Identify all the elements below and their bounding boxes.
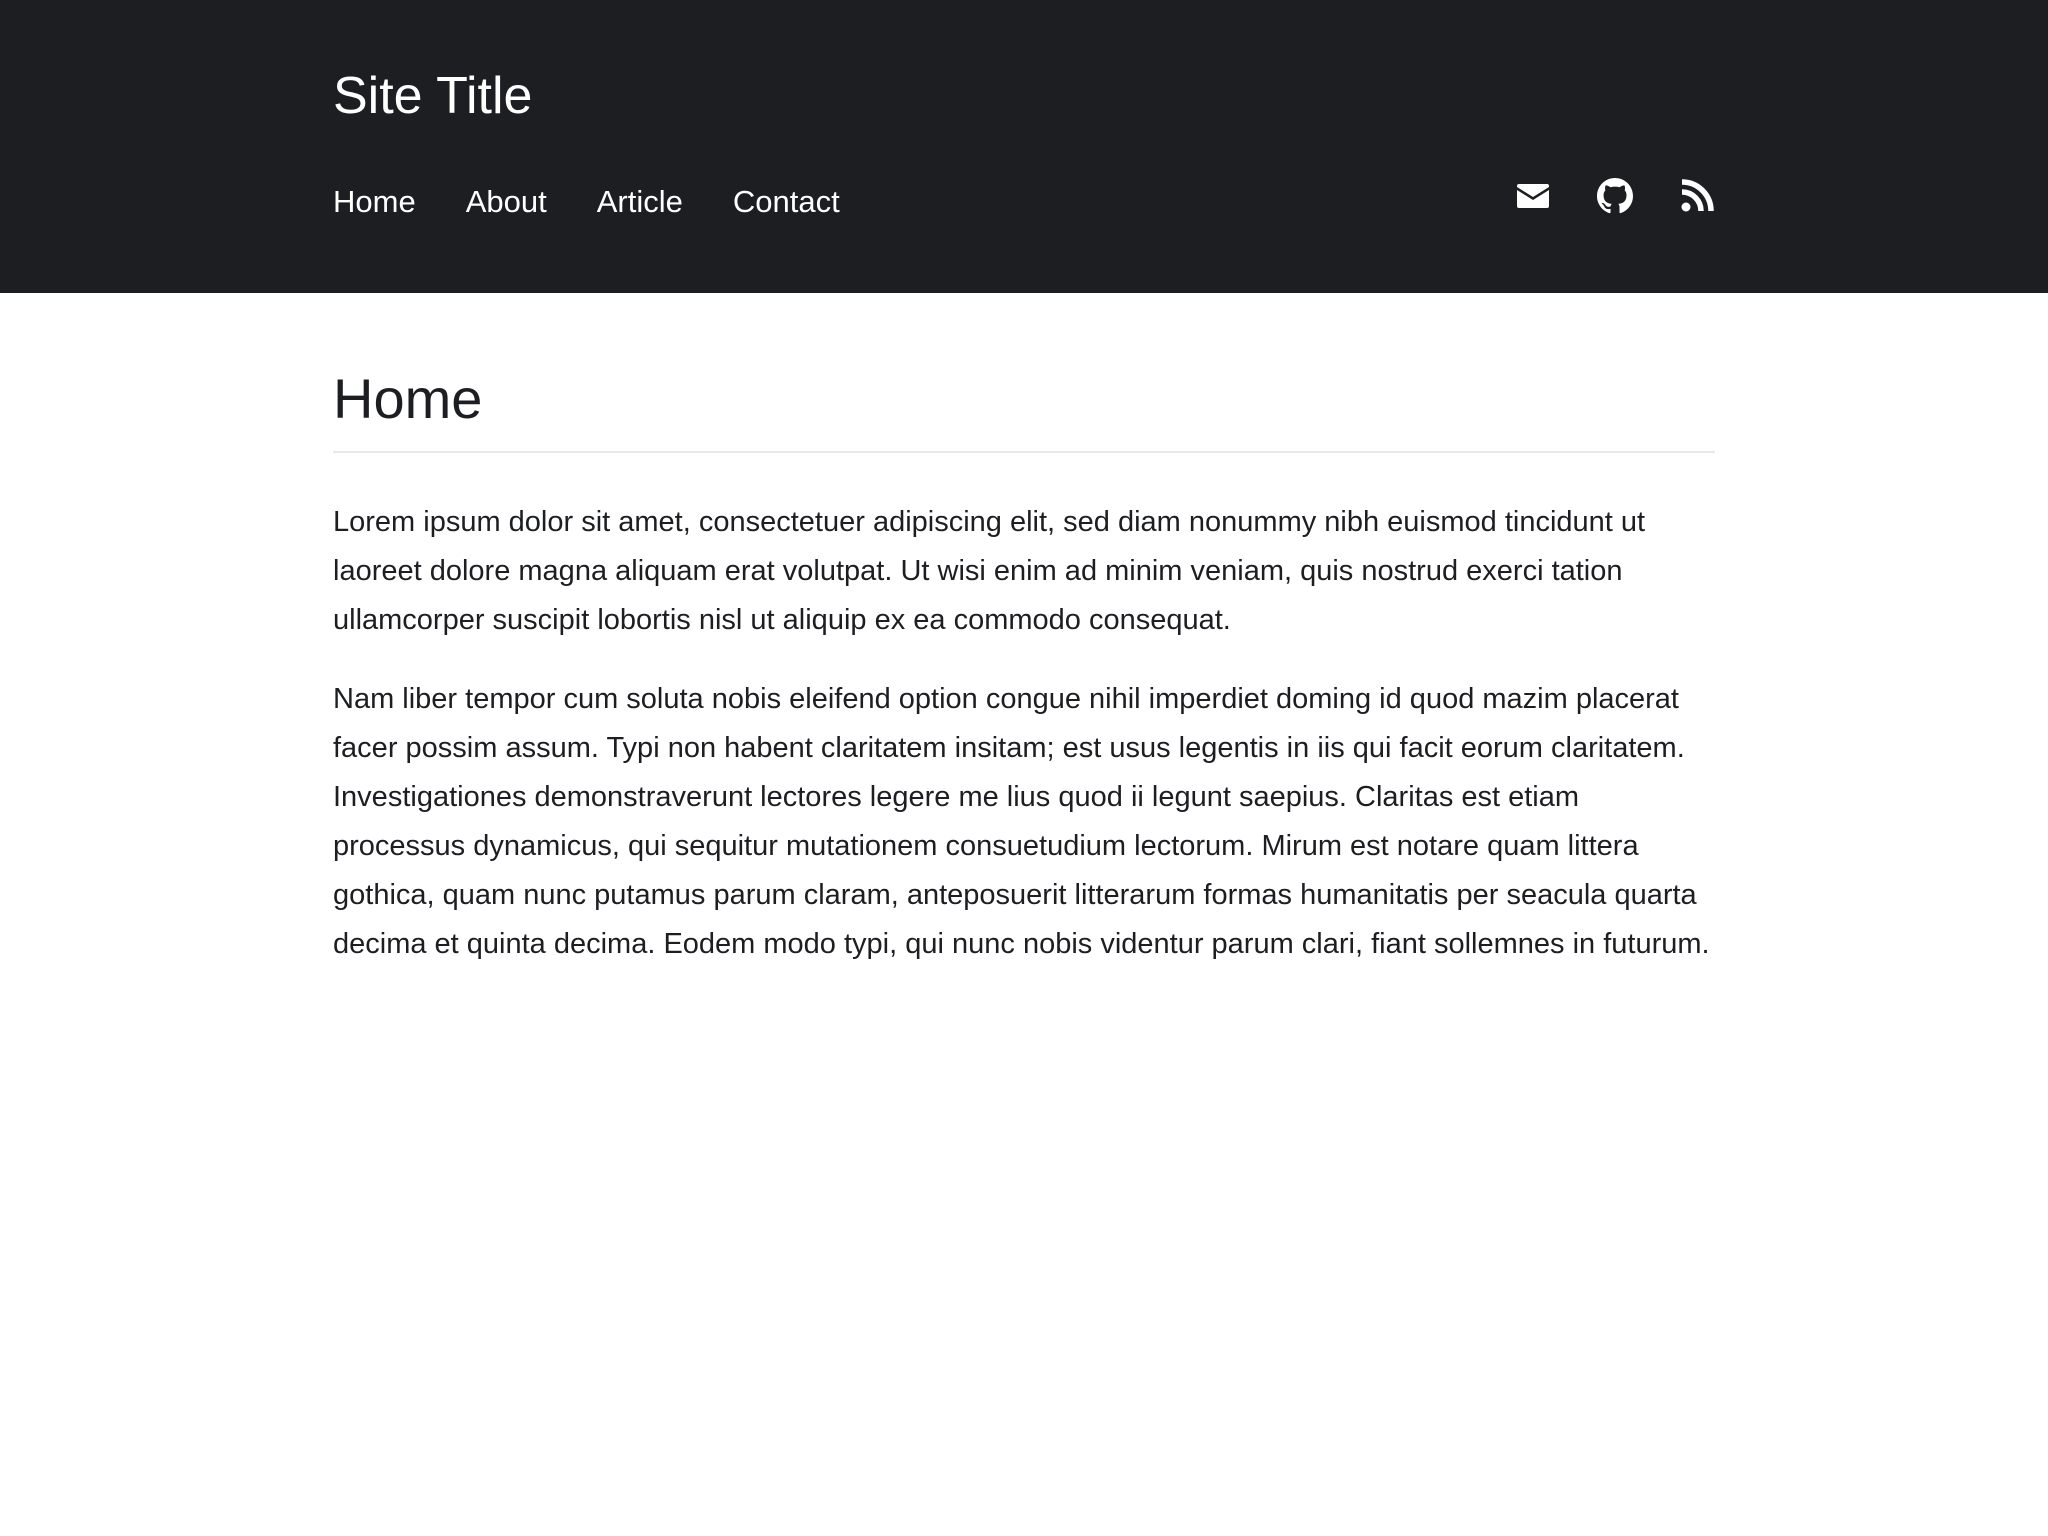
nav-contact-link[interactable]: Contact — [732, 184, 840, 219]
main-nav — [333, 180, 840, 224]
github-icon[interactable] — [1597, 178, 1633, 214]
body-paragraph: Nam liber tempor cum soluta nobis eleifend option congue nihil imperdiet doming id quod mazim placerat facer possim assum. Typi non habent claritatem insitam; est usus legentis in iis qui facit eorum claritatem. Investigationes demonstraverunt lectores legere me lius quod ii legunt saepius. Claritas est etiam processus dynamicus, qui sequitur mutationem consuetudium lectorum. Mirum est notare quam littera gothica, quam nunc putamus parum claram, anteposuerit litterarum formas humanitatis per seacula quarta decima et quinta decima. Eodem modo typi, qui nunc nobis videntur parum clari, fiant sollemnes in futurum. — [333, 683, 1710, 960]
site-title[interactable]: Site Title — [333, 67, 533, 125]
rss-icon[interactable] — [1679, 178, 1715, 214]
main-content — [333, 293, 1715, 969]
site-header — [0, 0, 2048, 293]
nav-home-link[interactable]: Home — [333, 184, 416, 219]
nav-about-link[interactable]: About — [465, 184, 547, 219]
body-paragraph: Lorem ipsum dolor sit amet, consectetuer adipiscing elit, sed diam nonummy nibh euismod tincidunt ut laoreet dolore magna aliquam erat volutpat. Ut wisi enim ad minim veniam, quis nostrud exerci tation ullamcorper suscipit lobortis nisl ut aliquip ex ea commodo consequat. — [333, 506, 1646, 636]
nav-article-link[interactable]: Article — [596, 184, 683, 219]
social-links — [1515, 178, 1715, 214]
page-title: Home — [333, 293, 1715, 453]
envelope-icon[interactable] — [1515, 178, 1551, 214]
